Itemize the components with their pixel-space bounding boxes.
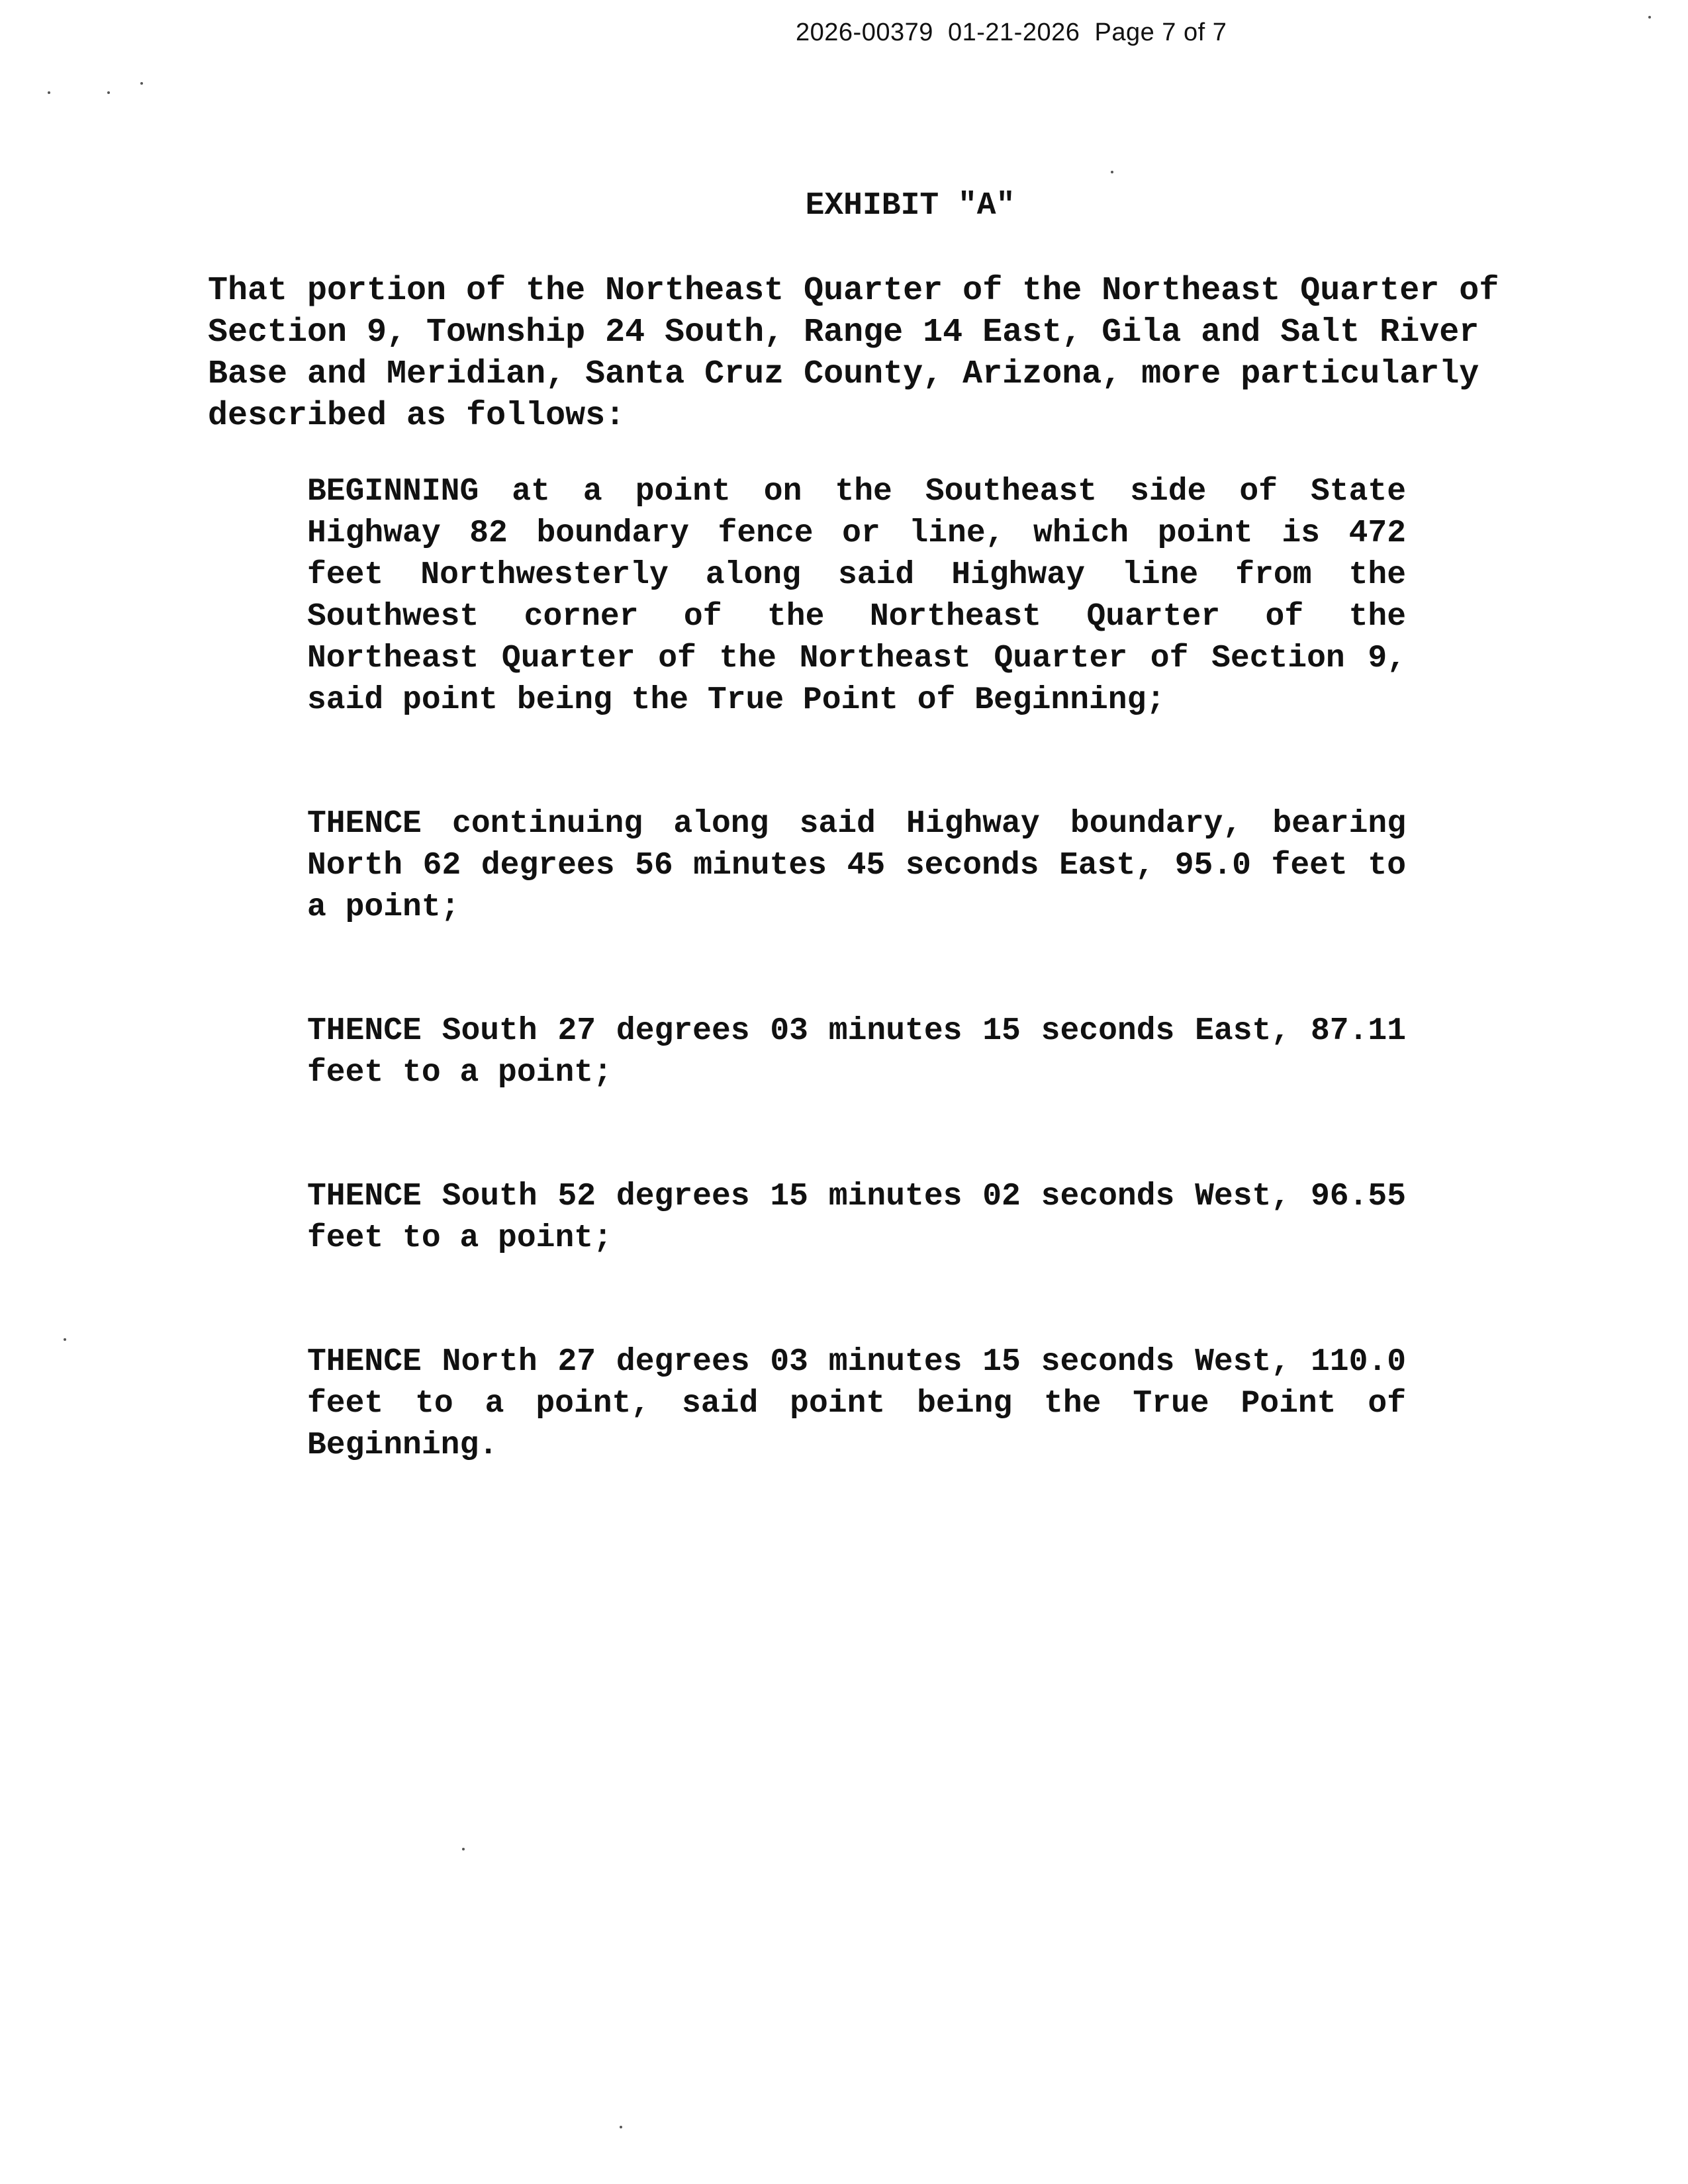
legal-description-courses xyxy=(307,471,1406,1549)
scan-speck xyxy=(620,2126,622,2128)
scan-speck xyxy=(140,82,143,85)
course-beginning: BEGINNING at a point on the Southeast side of State Highway 82 boundary fence or line, which point is 472 feet Northwesterly along said Highway line from the Southwest corner of the Northeast Quarter of the Northeast Quarter of the Northeast Quarter of Section 9, said point being the True Point of Beginning; xyxy=(307,474,1406,718)
recording-stamp: 2026-00379 01-21-2026 Page 7 of 7 xyxy=(796,19,1227,46)
course-thence-4: THENCE North 27 degrees 03 minutes 15 seconds West, 110.0 feet to a point, said point being the True Point of Beginning. xyxy=(307,1344,1406,1463)
intro-paragraph: That portion of the Northeast Quarter of the Northeast Quarter of Section 9, Township 24 South, Range 14 East, Gila and Salt River Base and Meridian, Santa Cruz County, Arizona, more particularly described as follows: xyxy=(208,272,1499,435)
scan-speck xyxy=(107,91,110,94)
course-thence-2: THENCE South 27 degrees 03 minutes 15 seconds East, 87.11 feet to a point; xyxy=(307,1013,1406,1091)
course-thence-3: THENCE South 52 degrees 15 minutes 02 seconds West, 96.55 feet to a point; xyxy=(307,1179,1406,1256)
scan-speck xyxy=(1111,171,1113,173)
course-thence-1: THENCE continuing along said Highway boundary, bearing North 62 degrees 56 minutes 45 seconds East, 95.0 feet to a point; xyxy=(307,806,1406,925)
scan-speck xyxy=(1648,16,1651,19)
scan-speck xyxy=(462,1848,465,1850)
exhibit-title: EXHIBIT "A" xyxy=(805,188,1015,224)
scan-speck xyxy=(64,1338,66,1341)
scan-speck xyxy=(48,91,50,94)
